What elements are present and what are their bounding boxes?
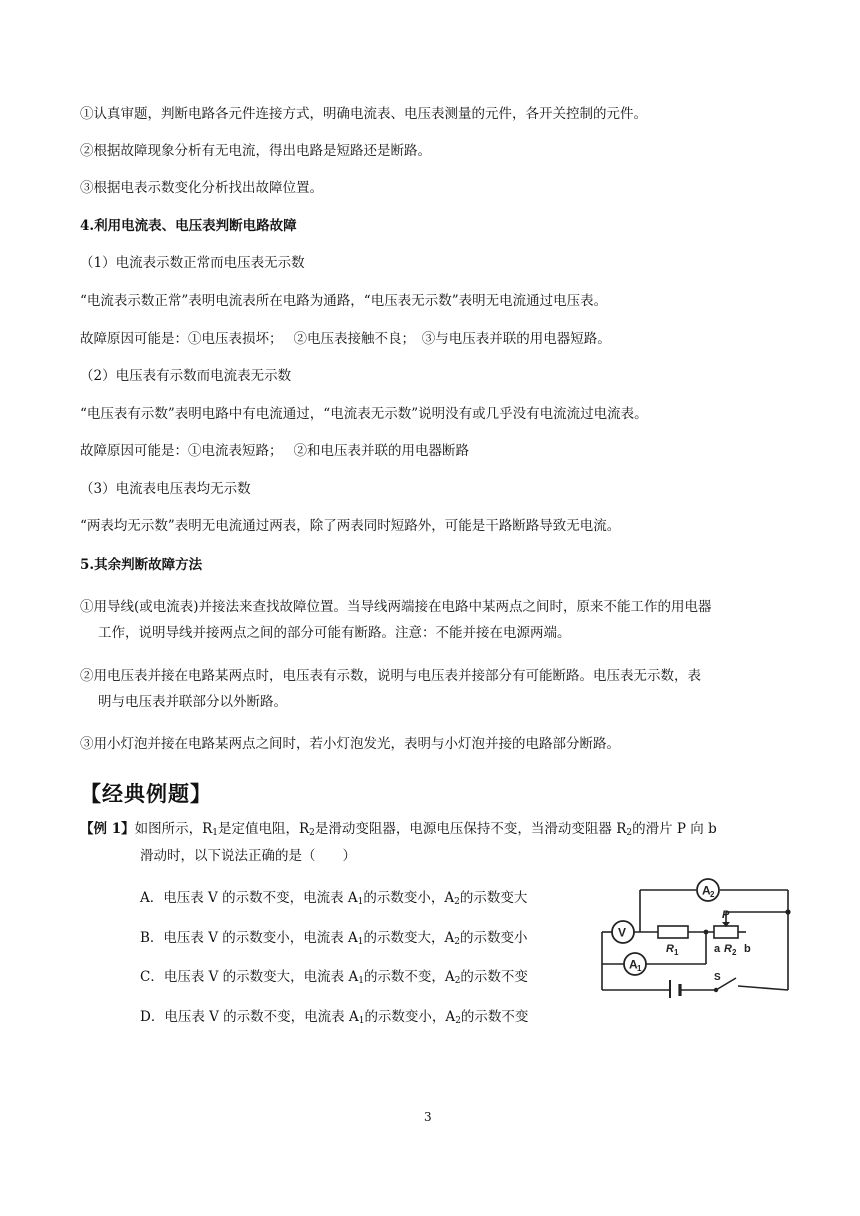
option-d[interactable] xyxy=(140,1007,528,1031)
ammeter-a1-label: A xyxy=(629,957,638,972)
method-1-line-1: ①用导线(或电流表)并接法来查找故障位置。当导线两端接在电路中某两点之间时，原来不能工作的用电器 xyxy=(80,599,712,615)
example-text-c: 是滑动变阻器，电源电压保持不变，当滑动变阻器 R xyxy=(314,821,627,837)
paragraph-3: ③根据电表示数变化分析找出故障位置。 xyxy=(80,180,323,196)
option-a[interactable] xyxy=(140,888,527,912)
option-b-sub-1: 1 xyxy=(357,937,364,947)
r2-b-label: b xyxy=(744,943,751,955)
junction-dot-right xyxy=(785,909,790,914)
case2-reasons: 故障原因可能是：①电流表短路； ②和电压表并联的用电器断路 xyxy=(80,443,470,459)
option-d-text-c: 的示数不变 xyxy=(460,1009,529,1025)
option-c-text-b: 的示数不变，A xyxy=(363,969,455,985)
option-c-text-c: 的示数不变 xyxy=(460,969,528,985)
example-question xyxy=(80,819,717,843)
example-question-cont: 滑动时，以下说法正确的是（ ） xyxy=(140,848,356,864)
option-a-sub-1: 1 xyxy=(357,897,364,907)
r1-sub: 1 xyxy=(674,948,679,957)
option-c[interactable] xyxy=(140,967,528,991)
case1-title: （1）电流表示数正常而电压表无示数 xyxy=(80,255,305,271)
ammeter-a1 xyxy=(624,953,646,975)
ammeter-a1-sub: 1 xyxy=(637,964,642,973)
section-title: 【经典例题】 xyxy=(80,781,212,806)
option-a-text-c: 的示数变大 xyxy=(459,890,528,906)
case3-title: （3）电流表电压表均无示数 xyxy=(80,481,251,497)
option-b-text-c: 的示数变小 xyxy=(460,930,528,946)
option-b-text-b: 的示数变大，A xyxy=(363,930,455,946)
option-d-text: D．电压表 V 的示数不变，电流表 A xyxy=(140,1009,359,1025)
case1-reasons: 故障原因可能是：①电压表损坏； ②电压表接触不良； ③与电压表并联的用电器短路。 xyxy=(80,331,611,347)
r1-label: R xyxy=(666,943,674,955)
page-number: 3 xyxy=(424,1110,432,1124)
option-b-text: B．电压表 V 的示数变小，电流表 A xyxy=(140,930,358,946)
paragraph-2: ②根据故障现象分析有无电流，得出电路是短路还是断路。 xyxy=(80,143,431,159)
option-b-sub-2: 2 xyxy=(454,937,461,947)
wire-bottom-right xyxy=(738,986,788,990)
example-text-a: 如图所示，R xyxy=(134,821,213,837)
example-sub-2: 2 xyxy=(309,828,315,838)
resistor-r1 xyxy=(658,926,688,938)
r2-sub: 2 xyxy=(732,948,737,957)
option-a-sub-2: 2 xyxy=(454,897,460,907)
r2-a-label: a xyxy=(714,943,721,955)
switch-label: S xyxy=(714,972,721,983)
method-2-line-2: 明与电压表并联部分以外断路。 xyxy=(98,694,287,710)
example-label: 【例 1】 xyxy=(80,821,135,837)
resistor-r2 xyxy=(714,926,738,938)
option-b[interactable] xyxy=(140,928,528,952)
paragraph-1: ①认真审题，判断电路各元件连接方式，明确电流表、电压表测量的元件，各开关控制的元件。 xyxy=(80,106,647,122)
circuit-diagram xyxy=(596,868,806,998)
example-sub-1: 1 xyxy=(212,828,218,838)
heading-5: 5.其余判断故障方法 xyxy=(80,557,203,573)
ammeter-a2-sub: 2 xyxy=(710,890,715,899)
voltmeter-v-label: V xyxy=(618,925,627,940)
method-2-line-1: ②用电压表并接在电路某两点时，电压表有示数，说明与电压表并接部分有可能断路。电压表无示数，表 xyxy=(80,668,701,684)
junction-dot-mid xyxy=(704,930,709,935)
case3-desc: “两表均无示数”表明无电流通过两表，除了两表同时短路外，可能是干路断路导致无电流。 xyxy=(80,518,621,534)
switch-pivot xyxy=(714,988,718,992)
option-a-text-b: 的示数变小，A xyxy=(363,890,455,906)
option-d-text-b: 的示数变小，A xyxy=(364,1009,456,1025)
option-c-sub-1: 1 xyxy=(358,976,364,986)
method-1-line-2: 工作，说明导线并接两点之间的部分可能有断路。注意：不能并接在电源两端。 xyxy=(98,625,571,641)
ammeter-a2 xyxy=(697,879,719,901)
voltmeter-v xyxy=(612,921,634,943)
example-sub-3: 2 xyxy=(626,828,633,838)
method-3: ③用小灯泡并接在电路某两点之间时，若小灯泡发光，表明与小灯泡并接的电路部分断路。 xyxy=(80,736,620,752)
r2-label: R xyxy=(724,943,732,955)
option-c-text: C．电压表 V 的示数变大，电流表 A xyxy=(140,969,359,985)
case2-title: （2）电压表有示数而电流表无示数 xyxy=(80,368,292,384)
option-a-text: A．电压表 V 的示数不变，电流表 A xyxy=(140,890,358,906)
example-text-b: 是定值电阻，R xyxy=(218,821,310,837)
example-text-d: 的滑片 P 向 b xyxy=(632,821,717,837)
case1-desc: “电流表示数正常”表明电流表所在电路为通路，“电压表无示数”表明无电流通过电压表。 xyxy=(80,293,608,309)
heading-4: 4.利用电流表、电压表判断电路故障 xyxy=(80,218,297,234)
case2-desc: “电压表有示数”表明电路中有电流通过，“电流表无示数”说明没有或几乎没有电流流过电流表。 xyxy=(80,406,648,422)
ammeter-a2-label: A xyxy=(702,883,711,898)
option-d-sub-1: 1 xyxy=(358,1016,365,1026)
p-label: P xyxy=(722,909,730,921)
option-d-sub-2: 2 xyxy=(455,1016,461,1026)
option-c-sub-2: 2 xyxy=(454,976,461,986)
